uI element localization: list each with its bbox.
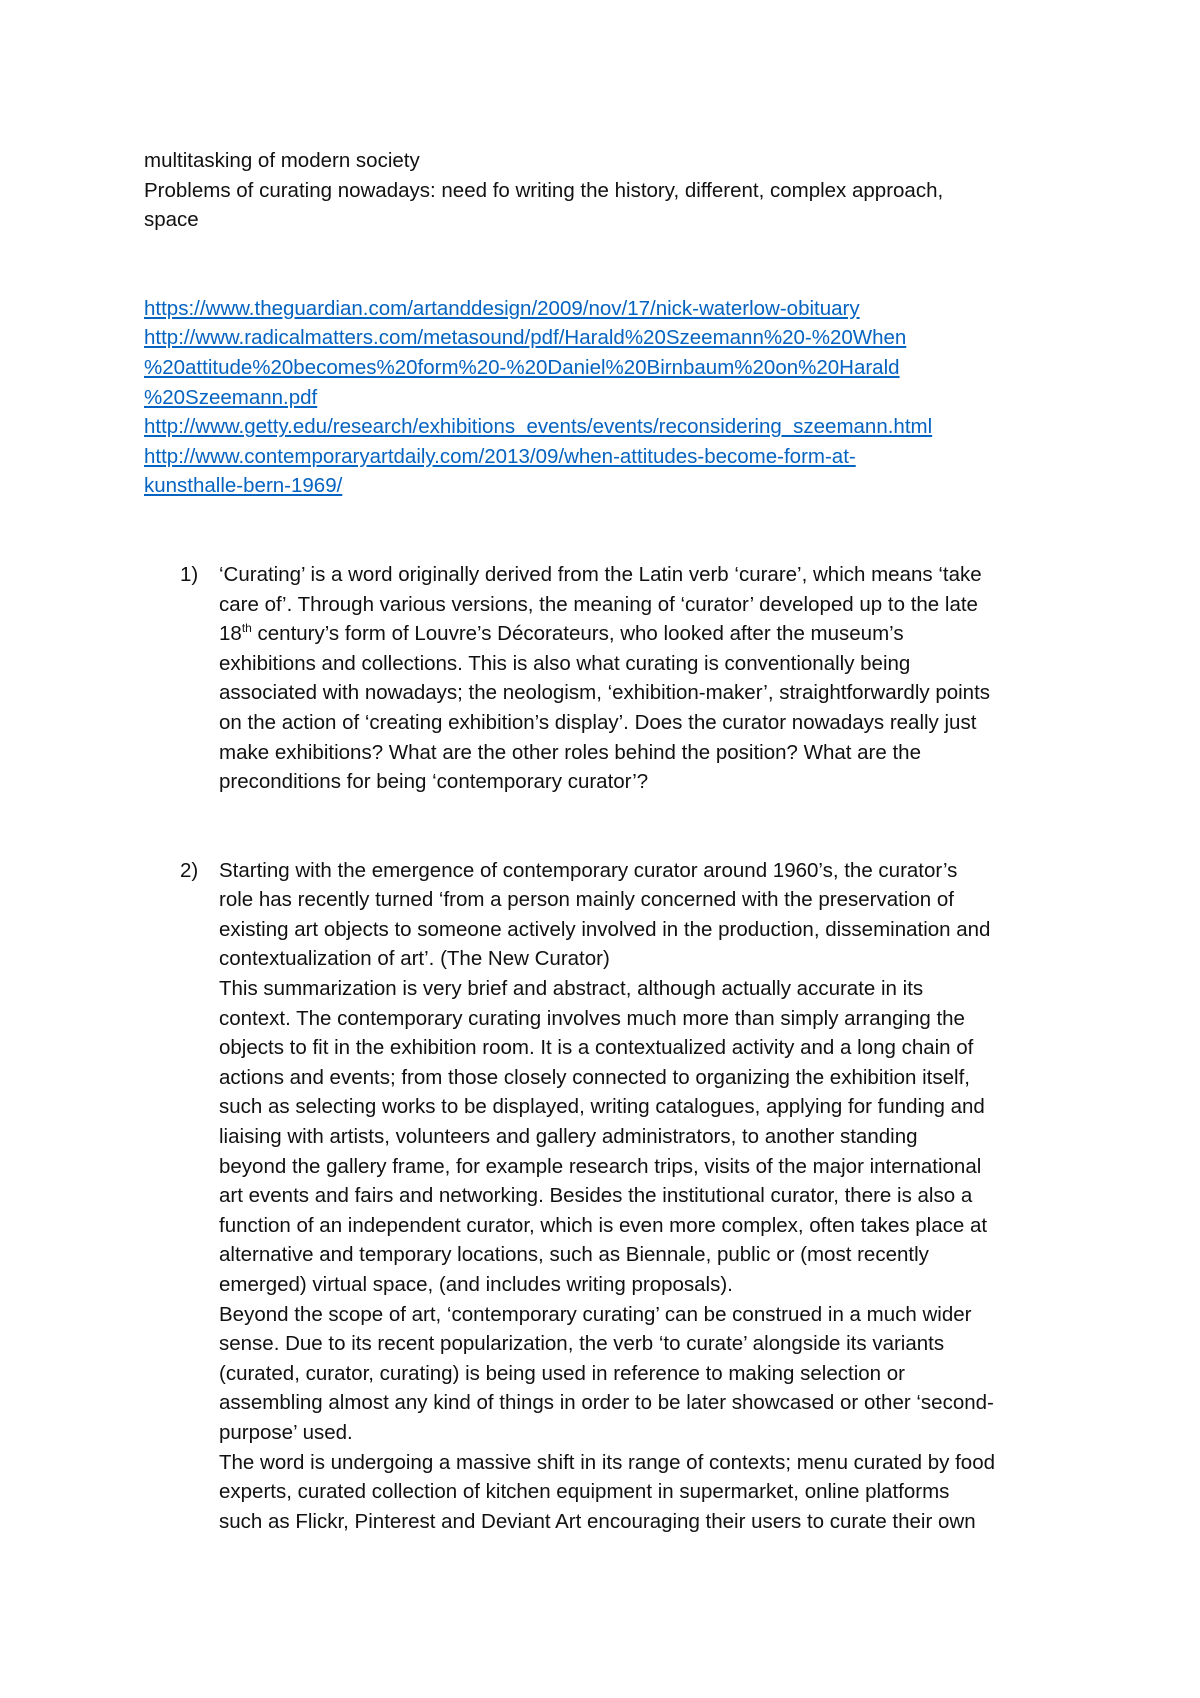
paragraph-text: century’s form of Louvre’s Décorateurs, who looked after the museum’s xyxy=(251,622,904,646)
century-number: 18 xyxy=(219,622,242,646)
paragraph-line: function of an independent curator, which is even more complex, often takes place at xyxy=(219,1213,988,1237)
paragraph-line: contextualization of art’. (The New Curator) xyxy=(219,947,610,971)
paragraph-line: context. The contemporary curating involves much more than simply arranging the xyxy=(219,1006,965,1030)
paragraph-line: preconditions for being ‘contemporary curator’? xyxy=(219,770,649,794)
paragraph-line: emerged) virtual space, (and includes writing proposals). xyxy=(219,1273,733,1296)
paragraph-line: actions and events; from those closely connected to organizing the exhibition itself, xyxy=(219,1065,970,1089)
intro-line: multitasking of modern society xyxy=(144,149,420,172)
paragraph-line: Beyond the scope of art, ‘contemporary curating’ can be construed in a much wider xyxy=(219,1302,972,1326)
paragraph-line: associated with nowadays; the neologism, ‘exhibition-maker’, straightforwardly points xyxy=(219,681,991,705)
link-guardian[interactable]: https://www.theguardian.com/artanddesign/2009/nov/17/nick-waterlow-obituary xyxy=(144,296,860,320)
paragraph-line: (curated, curator, curating) is being used in reference to making selection or xyxy=(219,1361,905,1385)
paragraph-line: This summarization is very brief and abstract, although actually accurate in its xyxy=(219,977,924,1001)
paragraph-line: objects to fit in the exhibition room. It is a contextualized activity and a long chain of xyxy=(219,1036,974,1060)
link-radicalmatters[interactable]: http://www.radicalmatters.com/metasound/pdf/Harald%20Szeemann%20-%20When xyxy=(144,326,907,350)
document-page xyxy=(144,146,1074,1536)
link-radicalmatters-cont[interactable]: %20attitude%20becomes%20form%20-%20Daniel%20Birnbaum%20on%20Harald xyxy=(144,355,900,379)
ordinal-suffix: th xyxy=(241,621,252,636)
paragraph-line: role has recently turned ‘from a person mainly concerned with the preservation of xyxy=(219,888,954,912)
numbered-list xyxy=(144,560,1074,1536)
paragraph-line: alternative and temporary locations, such as Biennale, public or (most recently xyxy=(219,1243,929,1267)
paragraph-line: such as selecting works to be displayed, writing catalogues, applying for funding and xyxy=(219,1095,985,1119)
paragraph-line: make exhibitions? What are the other roles behind the position? What are the xyxy=(219,740,921,764)
paragraph-line: experts, curated collection of kitchen equipment in supermarket, online platforms xyxy=(219,1480,950,1504)
paragraph-line: sense. Due to its recent popularization, the verb ‘to curate’ alongside its variants xyxy=(219,1332,945,1356)
list-item xyxy=(144,560,1074,797)
intro-line: space xyxy=(144,208,199,232)
link-getty[interactable]: http://www.getty.edu/research/exhibitions_events/events/reconsidering_szeemann.html xyxy=(144,415,933,439)
list-number: 1) xyxy=(180,562,199,586)
paragraph-line: care of’. Through various versions, the meaning of ‘curator’ developed up to the late xyxy=(219,592,978,616)
reference-links xyxy=(144,294,1074,501)
paragraph-line: assembling almost any kind of things in order to be later showcased or other ‘second- xyxy=(219,1391,994,1415)
paragraph-line: exhibitions and collections. This is also what curating is conventionally being xyxy=(219,651,911,675)
intro-line: Problems of curating nowadays: need fo writing the history, different, complex approach, xyxy=(144,178,944,202)
link-contemporaryartdaily-cont[interactable]: kunsthalle-bern-1969/ xyxy=(144,474,343,498)
paragraph-line: art events and fairs and networking. Besides the institutional curator, there is also a xyxy=(219,1184,973,1208)
list-number: 2) xyxy=(180,858,199,882)
paragraph-line xyxy=(219,619,1074,649)
paragraph-line: existing art objects to someone actively involved in the production, dissemination and xyxy=(219,917,991,941)
paragraph-line: The word is undergoing a massive shift in its range of contexts; menu curated by food xyxy=(219,1450,995,1474)
paragraph-line: on the action of ‘creating exhibition’s display’. Does the curator nowadays really just xyxy=(219,710,977,734)
list-item xyxy=(144,856,1074,1537)
paragraph-line: beyond the gallery frame, for example research trips, visits of the major international xyxy=(219,1154,982,1178)
paragraph-line: ‘Curating’ is a word originally derived from the Latin verb ‘curare’, which means ‘take xyxy=(219,562,982,586)
intro-notes xyxy=(144,146,1074,235)
link-radicalmatters-cont[interactable]: %20Szeemann.pdf xyxy=(144,385,318,409)
paragraph-line: purpose’ used. xyxy=(219,1420,353,1444)
paragraph-line: liaising with artists, volunteers and gallery administrators, to another standing xyxy=(219,1125,918,1149)
link-contemporaryartdaily[interactable]: http://www.contemporaryartdaily.com/2013/09/when-attitudes-become-form-at- xyxy=(144,444,856,468)
paragraph-line: such as Flickr, Pinterest and Deviant Art encouraging their users to curate their own xyxy=(219,1509,976,1533)
paragraph-line: Starting with the emergence of contemporary curator around 1960’s, the curator’s xyxy=(219,858,958,882)
